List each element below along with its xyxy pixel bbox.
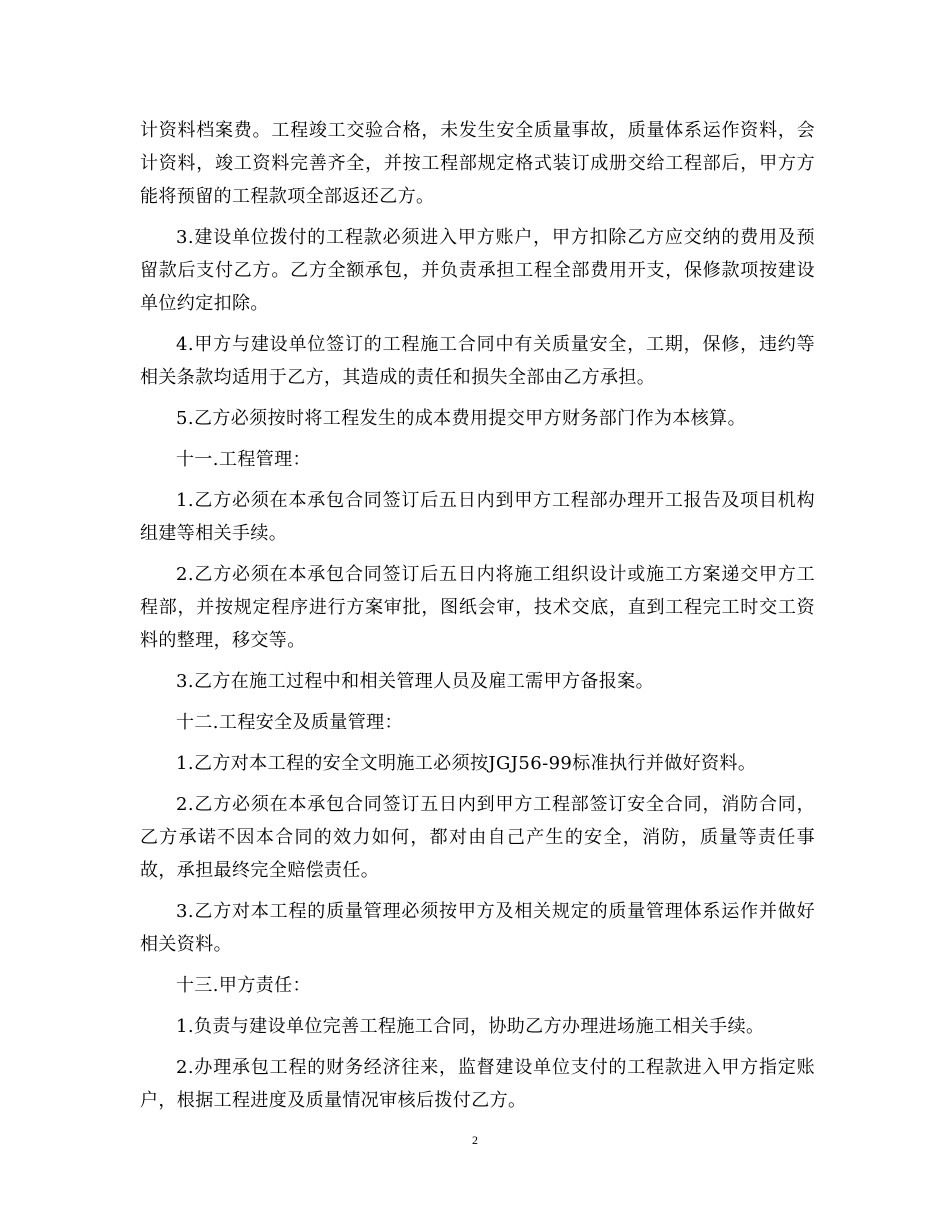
section-heading-13: 十三.甲方责任： <box>176 975 311 996</box>
paragraph-clause-4-terms: 4.甲方与建设单位签订的工程施工合同中有关质量安全，工期，保修，违约等相关条款均适用于乙方，其造成的责任和损失全部由乙方承担。 <box>140 334 815 388</box>
paragraph-archive-fee: 计资料档案费。工程竣工交验合格，未发生安全质量事故，质量体系运作资料，会计资料，竣工资料完善齐全，并按工程部规定格式装订成册交给工程部后，甲方方能将预留的工程款项全部返还乙方。 <box>140 120 815 207</box>
paragraph-13-1: 1.负责与建设单位完善工程施工合同，协助乙方办理进场施工相关手续。 <box>176 1016 765 1037</box>
paragraph-12-3: 3.乙方对本工程的质量管理必须按甲方及相关规定的质量管理体系运作并做好相关资料。 <box>140 901 815 955</box>
paragraph-12-1: 1.乙方对本工程的安全文明施工必须按JGJ56-99标准执行并做好资料。 <box>176 753 757 774</box>
paragraph-12-2: 2.乙方必须在本承包合同签订五日内到甲方工程部签订安全合同，消防合同，乙方承诺不因本合同的效力如何，都对由自己产生的安全，消防，质量等责任事故，承担最终完全赔偿责任。 <box>140 794 815 881</box>
paragraph-11-3: 3.乙方在施工过程中和相关管理人员及雇工需甲方备报案。 <box>176 671 654 692</box>
paragraph-clause-3-payment: 3.建设单位拨付的工程款必须进入甲方账户，甲方扣除乙方应交纳的费用及预留款后支付乙方。乙方全额承包，并负责承担工程全部费用开支，保修款项按建设单位约定扣除。 <box>140 227 815 314</box>
paragraph-11-2: 2.乙方必须在本承包合同签订后五日内将施工组织设计或施工方案递交甲方工程部，并按规定程序进行方案审批，图纸会审，技术交底，直到工程完工时交工资料的整理，移交等。 <box>140 564 815 651</box>
document-body <box>140 114 815 1125</box>
paragraph-clause-5-costs: 5.乙方必须按时将工程发生的成本费用提交甲方财务部门作为本核算。 <box>176 408 746 429</box>
section-heading-11: 十一.工程管理： <box>176 449 311 470</box>
section-heading-12: 十二.工程安全及质量管理： <box>176 712 403 733</box>
page-number: 2 <box>472 1133 478 1147</box>
paragraph-11-1: 1.乙方必须在本承包合同签订后五日内到甲方工程部办理开工报告及项目机构组建等相关手续。 <box>140 490 815 544</box>
paragraph-13-2: 2.办理承包工程的财务经济往来，监督建设单位支付的工程款进入甲方指定账户，根据工程进度及质量情况审核后拨付乙方。 <box>140 1057 815 1111</box>
